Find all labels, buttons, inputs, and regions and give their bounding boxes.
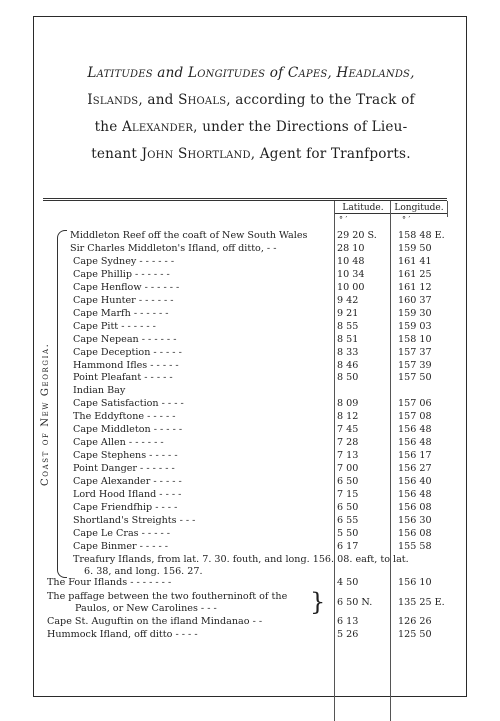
table-row [0, 398, 500, 410]
longitude-units: ° ′ [402, 215, 411, 224]
table-row [0, 334, 500, 346]
table-row [0, 528, 500, 540]
place-name: Cape Nepean - - - - - - [73, 333, 177, 345]
place-name: Cape Phillip - - - - - - [73, 268, 170, 280]
longitude-value: 156 27 [398, 463, 432, 475]
latitude-value: 6 13 [337, 616, 359, 627]
longitude-value: 156 48 [398, 424, 432, 436]
table-row [0, 616, 500, 628]
place-name: Cape Pitt - - - - - - [73, 320, 156, 332]
place-name: Hammond Ifles - - - - - [73, 359, 179, 371]
header-rule [335, 213, 447, 214]
place-name: Sir Charles Middleton's Ifland, off ditto, - - [70, 242, 277, 254]
table-row [0, 282, 500, 294]
place-name: Cape Hunter - - - - - - [73, 294, 174, 306]
place-name: Point Pleafant - - - - - [73, 372, 173, 384]
coast-side-label: Coast of New Georgia. [40, 342, 51, 486]
longitude-value: 161 25 [398, 268, 432, 280]
latitude-value: 7 28 [337, 437, 359, 449]
longitude-value: 156 10 [398, 577, 432, 588]
title-word: Capes, Headlands, [287, 65, 415, 81]
latitude-value: 7 15 [337, 489, 359, 500]
place-name: Cape Le Cras - - - - - [73, 527, 171, 539]
place-name: Cape Marfh - - - - - - [73, 307, 169, 319]
title-word: the [94, 119, 118, 135]
longitude-value: 156 30 [398, 514, 432, 526]
place-name: Cape St. Auguftin on the ifland Mindanao - - [47, 616, 263, 627]
table-row [0, 243, 500, 255]
latitude-value: 8 46 [337, 359, 359, 371]
place-name: Cape Henflow - - - - - - [73, 281, 180, 293]
longitude-value: 156 08 [398, 501, 432, 513]
place-name: Point Danger - - - - - - [73, 463, 175, 475]
column-divider [447, 201, 448, 217]
table-row [0, 360, 500, 372]
latitude-value: 7 13 [337, 450, 359, 462]
place-name: Cape Satisfaction - - - - [73, 398, 184, 410]
latitude-value: 6 17 [337, 540, 359, 552]
title-word: Latitudes [87, 65, 153, 81]
longitude-value: 156 17 [398, 450, 432, 462]
latitude-value: 10 34 [337, 268, 365, 280]
page-title [36, 60, 466, 168]
latitude-value: 6 50 N. [337, 597, 373, 608]
place-name: Cape Stephens - - - - - [73, 450, 178, 462]
longitude-value: 156 40 [398, 476, 432, 488]
table-row [0, 256, 500, 268]
title-word: Longitudes [188, 65, 266, 81]
latitude-value: 8 50 [337, 372, 359, 384]
place-name: Cape Sydney - - - - - - [73, 255, 175, 267]
table-top-rule [43, 200, 447, 201]
table-row [0, 308, 500, 320]
title-word: according to the Track of [235, 92, 415, 108]
latitude-value: 6 50 [337, 501, 359, 513]
place-name: Cape Binmer - - - - - [73, 540, 169, 552]
table-row [0, 347, 500, 359]
latitude-value: 5 26 [337, 629, 359, 640]
table-row [0, 515, 500, 527]
latitude-value: 4 50 [337, 577, 359, 588]
table-row [0, 321, 500, 333]
latitude-value: 8 55 [337, 320, 359, 332]
title-word: Islands, [87, 92, 143, 108]
title-word: of [269, 65, 284, 81]
longitude-value: 161 12 [398, 281, 432, 293]
longitude-value: 159 30 [398, 307, 432, 319]
latitude-value: 8 51 [337, 333, 359, 345]
table-row [0, 230, 500, 242]
title-word: and [147, 92, 174, 108]
title-word: tenant [91, 146, 138, 162]
treasury-line-1: Treafury Iflands, from lat. 7. 30. fouth, and long. 156. 08. eaft, to lat. [73, 554, 409, 565]
latitude-value: 8 12 [337, 411, 359, 423]
longitude-value: 158 10 [398, 333, 432, 345]
title-word: John Shortland, [141, 146, 256, 162]
table-row [0, 437, 500, 449]
table-row [0, 489, 500, 501]
longitude-value: 157 08 [398, 411, 432, 423]
longitude-value: 126 26 [398, 616, 432, 627]
latitude-value: 10 48 [337, 255, 365, 267]
place-name: Shortland's Streights - - - [73, 514, 196, 526]
title-word: Agent for Tranfports. [259, 146, 411, 162]
table-row [0, 476, 500, 488]
latitude-value: 9 21 [337, 307, 359, 319]
latitude-value: 10 00 [337, 281, 365, 293]
table-row [0, 597, 500, 609]
table-row [0, 577, 500, 589]
longitude-value: 159 50 [398, 242, 432, 254]
place-name: The Eddyftone - - - - - [73, 411, 176, 423]
title-word: Shoals, [178, 92, 231, 108]
place-name: Paulos, or New Carolines - - - [75, 603, 217, 614]
table-row [0, 295, 500, 307]
place-name: Middleton Reef off the coaft of New South Wales [70, 230, 308, 241]
latitude-value: 9 42 [337, 294, 359, 306]
place-name: Indian Bay [73, 385, 126, 397]
title-word: and [157, 65, 184, 81]
latitude-header: Latitude. [342, 203, 384, 213]
latitude-value: 6 50 [337, 476, 359, 488]
longitude-value: 135 25 E. [398, 597, 445, 608]
table-row [0, 541, 500, 553]
title-word: Alexander, [121, 119, 198, 135]
longitude-value: 157 06 [398, 398, 432, 410]
place-name: The Four Iflands - - - - - - - [47, 577, 172, 588]
table-row [0, 463, 500, 475]
longitude-value: 155 58 [398, 540, 432, 552]
latitude-value: 7 00 [337, 463, 359, 475]
latitude-value: 28 10 [337, 242, 365, 254]
longitude-value: 157 39 [398, 359, 432, 371]
place-name: Cape Middleton - - - - - [73, 424, 183, 436]
longitude-value: 158 48 E. [398, 230, 445, 241]
latitude-value: 7 45 [337, 424, 359, 436]
longitude-value: 159 03 [398, 320, 432, 332]
place-name: The paffage between the two foutherninoft of the [47, 591, 288, 602]
place-name: Cape Alexander - - - - - [73, 476, 182, 488]
longitude-value: 157 37 [398, 346, 432, 358]
title-word: under the Directions of Lieu- [202, 119, 408, 135]
treasury-line-2: 6. 38, and long. 156. 27. [84, 566, 203, 577]
passage-brace: } [310, 588, 326, 616]
longitude-value: 157 50 [398, 372, 432, 384]
table-row [0, 629, 500, 641]
longitude-value: 125 50 [398, 629, 432, 640]
table-row [0, 385, 500, 397]
place-name: Hummock Ifland, off ditto - - - - [47, 629, 198, 640]
table-row [0, 269, 500, 281]
longitude-header: Longitude. [394, 203, 444, 213]
latitude-value: 8 33 [337, 346, 359, 358]
place-name: Cape Friendfhip - - - - [73, 501, 178, 513]
latitude-value: 8 09 [337, 398, 359, 410]
table-row [0, 502, 500, 514]
longitude-value: 156 48 [398, 437, 432, 449]
longitude-value: 161 41 [398, 255, 432, 267]
latitude-value: 29 20 S. [337, 230, 377, 241]
latitude-units: ° ′ [339, 215, 348, 224]
place-name: Lord Hood Ifland - - - - [73, 489, 182, 500]
table-top-rule [43, 198, 447, 199]
place-name: Cape Deception - - - - - [73, 346, 182, 358]
latitude-value: 6 55 [337, 514, 359, 526]
place-name: Cape Allen - - - - - - [73, 437, 164, 449]
latitude-value: 5 50 [337, 527, 359, 539]
table-row [0, 411, 500, 423]
longitude-value: 156 08 [398, 527, 432, 539]
table-row [0, 372, 500, 384]
table-row [0, 424, 500, 436]
longitude-value: 160 37 [398, 294, 432, 306]
longitude-value: 156 48 [398, 489, 432, 500]
table-row [0, 450, 500, 462]
